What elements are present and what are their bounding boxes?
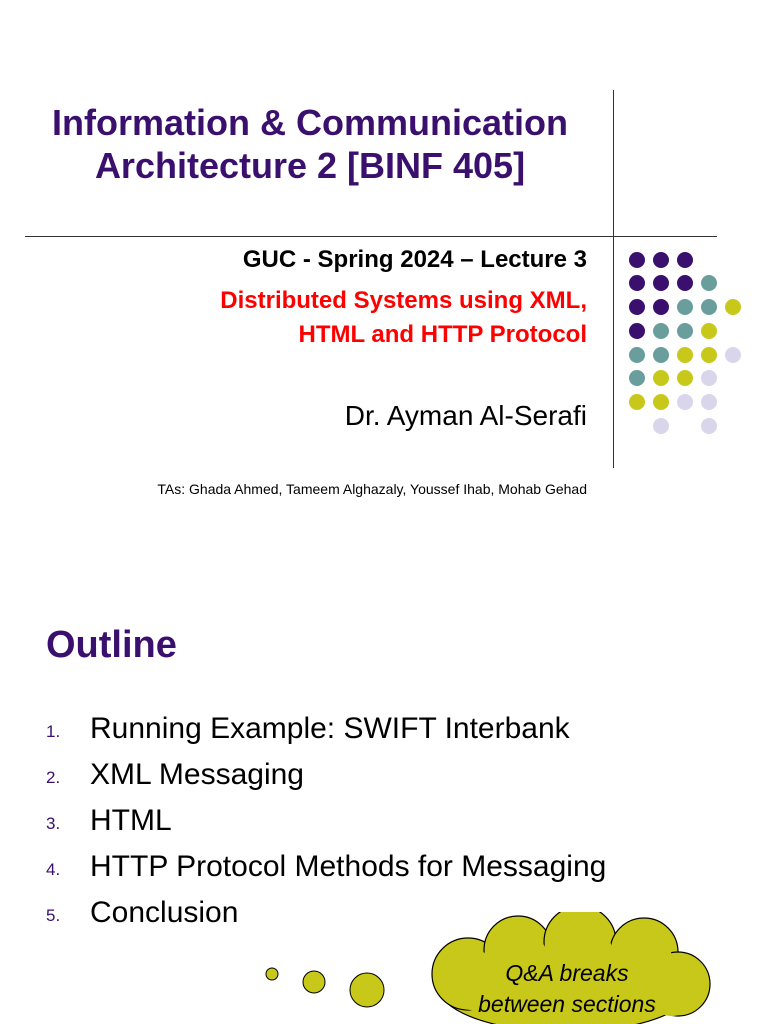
dot: [629, 394, 645, 410]
dot: [653, 252, 669, 268]
dot: [653, 275, 669, 291]
dot: [725, 347, 741, 363]
dot: [701, 275, 717, 291]
thought-bubble-large: [350, 973, 384, 1007]
horizontal-divider: [25, 236, 717, 237]
list-item-text: Conclusion: [90, 896, 239, 929]
dot: [677, 370, 693, 386]
dot: [653, 299, 669, 315]
dot: [677, 299, 693, 315]
callout-text: [438, 958, 696, 1020]
dot: [653, 418, 669, 434]
dot: [653, 394, 669, 410]
dot: [701, 323, 717, 339]
callout-line1: Q&A breaks: [505, 960, 629, 986]
dot: [629, 252, 645, 268]
dot: [653, 347, 669, 363]
list-item-number: 3.: [46, 814, 61, 833]
dot: [629, 323, 645, 339]
list-item-number: 2.: [46, 768, 61, 787]
dot: [677, 394, 693, 410]
dot: [677, 275, 693, 291]
teaching-assistants: TAs: Ghada Ahmed, Tameem Alghazaly, Youssef Ihab, Mohab Gehad: [157, 481, 587, 497]
author-name: Dr. Ayman Al-Serafi: [344, 400, 587, 431]
vertical-divider: [613, 90, 614, 468]
outline-title: Outline: [46, 624, 177, 666]
dot: [701, 418, 717, 434]
dot: [677, 252, 693, 268]
lecture-info: GUC - Spring 2024 – Lecture 3: [242, 246, 587, 273]
lecture-topic-line2: HTML and HTTP Protocol: [298, 321, 587, 348]
list-item-number: 4.: [46, 860, 61, 879]
list-item-text: Running Example: SWIFT Interbank: [90, 712, 570, 745]
list-item-number: 5.: [46, 906, 61, 925]
list-item-text: HTTP Protocol Methods for Messaging: [90, 850, 607, 883]
thought-bubble-small: [266, 968, 278, 980]
dot: [677, 323, 693, 339]
dot: [725, 299, 741, 315]
dot: [629, 347, 645, 363]
list-item-text: HTML: [90, 804, 172, 837]
dot: [701, 347, 717, 363]
list-item-text: XML Messaging: [90, 758, 304, 791]
dot: [629, 275, 645, 291]
course-title: [20, 101, 600, 187]
lecture-topic-line1: Distributed Systems using XML,: [220, 287, 587, 314]
list-item-number: 1.: [46, 722, 61, 741]
dot: [677, 347, 693, 363]
dot: [653, 370, 669, 386]
dot: [701, 370, 717, 386]
dot: [701, 299, 717, 315]
decorative-dot-grid: [620, 244, 760, 444]
outline-slide: [0, 512, 768, 1024]
dot: [701, 394, 717, 410]
course-title-line2: Architecture 2 [BINF 405]: [94, 145, 526, 186]
thought-bubble-medium: [303, 971, 325, 993]
dot: [629, 299, 645, 315]
lecture-topic: [220, 284, 587, 352]
course-title-line1: Information & Communication: [52, 102, 568, 143]
callout-line2: between sections: [478, 991, 656, 1017]
dot: [629, 370, 645, 386]
dot: [653, 323, 669, 339]
